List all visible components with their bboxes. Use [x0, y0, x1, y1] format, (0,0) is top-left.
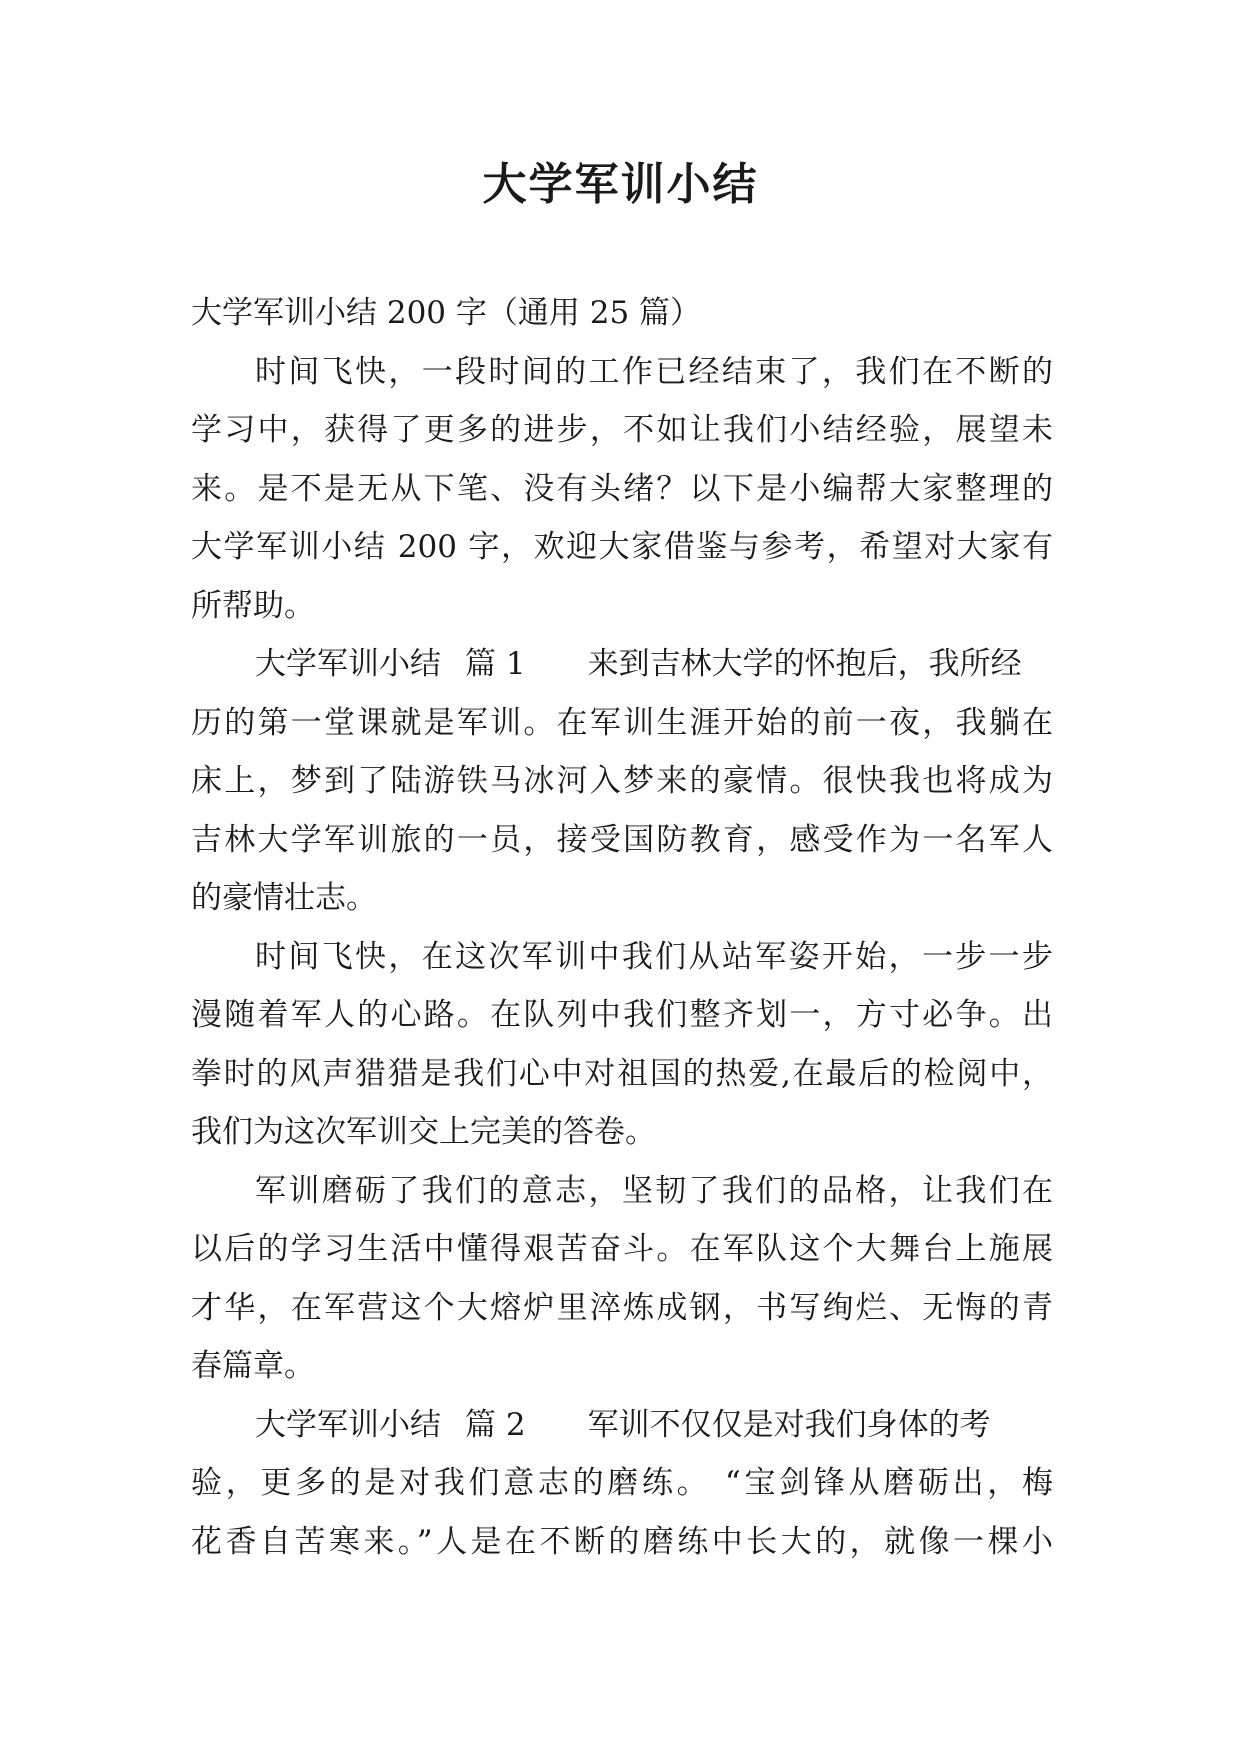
piece-1-opening-text: 来到吉林大学的怀抱后，我所经 [587, 646, 1022, 682]
paragraph-3-line: 军训磨砺了我们的意志，坚韧了我们的品格，让我们在 [255, 1172, 1053, 1209]
piece-2-number: 篇 2 [465, 1406, 526, 1443]
intro-line: 来。是不是无从下笔、没有头绪？以下是小编帮大家整理的 [191, 470, 1053, 507]
piece-1-first-line [191, 635, 1053, 694]
paragraph-3-line: 才华，在军营这个大熔炉里淬炼成钢，书写绚烂、无悔的青 [191, 1289, 1053, 1326]
intro-line: 学习中，获得了更多的进步，不如让我们小结经验，展望未 [191, 412, 1053, 448]
document-title: 大学军训小结 [482, 159, 759, 210]
piece-1-number: 篇 1 [465, 646, 526, 682]
paragraph-3-line: 春篇章。 [191, 1348, 315, 1384]
piece-2-first-line [191, 1396, 1053, 1455]
paragraph-2-line: 时间飞快，在这次军训中我们从站军姿开始，一步一步 [255, 938, 1053, 975]
paragraph-2-line: 拳时的风声猎猎是我们心中对祖国的热爱,在最后的检阅中， [191, 1055, 1053, 1092]
piece-2-line: 花香自苦寒来。”人是在不断的磨练中长大的，就像一棵小 [191, 1523, 1053, 1560]
piece-1-line: 历的第一堂课就是军训。在军训生涯开始的前一夜，我躺在 [191, 704, 1053, 741]
intro-line: 时间飞快，一段时间的工作已经结束了，我们在不断的 [255, 353, 1053, 390]
piece-2-line: 验，更多的是对我们意志的磨练。 “宝剑锋从磨砺出，梅 [191, 1465, 1053, 1501]
document-body [191, 284, 1053, 1571]
piece-2-heading: 大学军训小结 [255, 1406, 441, 1443]
paragraph-2-line: 漫随着军人的心路。在队列中我们整齐划一，方寸必争。出 [191, 997, 1053, 1033]
intro-line: 所帮助。 [191, 587, 315, 624]
paragraph-3-line: 以后的学习生活中懂得艰苦奋斗。在军队这个大舞台上施展 [191, 1231, 1053, 1267]
document-subtitle: 大学军训小结 200 字（通用 25 篇） [191, 295, 702, 331]
piece-1-line: 吉林大学军训旅的一员，接受国防教育，感受作为一名军人 [191, 821, 1053, 858]
intro-line: 大学军训小结 200 字，欢迎大家借鉴与参考，希望对大家有 [191, 529, 1053, 565]
piece-1-line: 的豪情壮志。 [191, 880, 377, 916]
piece-1-heading: 大学军训小结 [255, 646, 441, 682]
piece-1-line: 床上，梦到了陆游铁马冰河入梦来的豪情。很快我也将成为 [191, 763, 1053, 799]
piece-2-opening-text: 军训不仅仅是对我们身体的考 [587, 1406, 991, 1443]
paragraph-2-line: 我们为这次军训交上完美的答卷。 [191, 1114, 656, 1150]
